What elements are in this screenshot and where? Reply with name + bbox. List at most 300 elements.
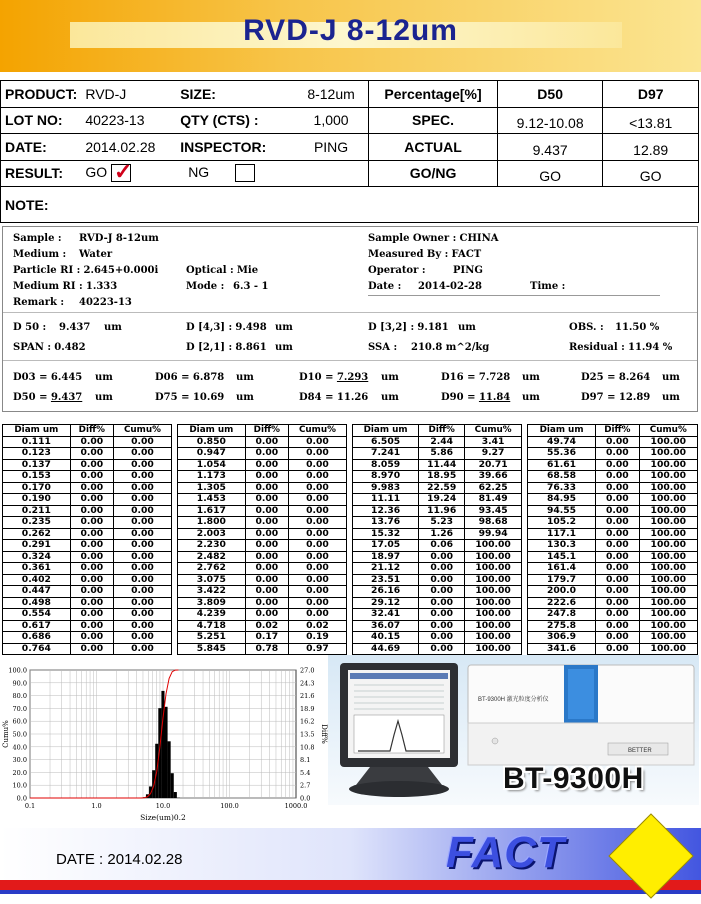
table-cell: 2.44 [419, 436, 465, 448]
obs-label: OBS. : [569, 322, 604, 333]
table-row [353, 597, 522, 609]
sample-value: RVD-J 8-12um [79, 233, 159, 244]
table-row [353, 586, 522, 598]
table-row [3, 505, 172, 517]
table-row [178, 563, 347, 575]
optical-label: Optical : [186, 265, 234, 276]
brand-label: BETTER [628, 748, 652, 754]
table-cell: 100.00 [639, 482, 697, 494]
table-row [353, 574, 522, 586]
table-cell: 0.947 [178, 448, 246, 460]
table-header: Cumu% [113, 425, 171, 437]
table-cell: 0.97 [288, 643, 346, 655]
table-row [353, 471, 522, 483]
table-cell: 0.00 [113, 563, 171, 575]
table-row [3, 436, 172, 448]
mode-label: Mode : [186, 281, 225, 292]
table-cell: 36.07 [353, 620, 419, 632]
table-cell: 117.1 [528, 528, 596, 540]
table-row [3, 494, 172, 506]
table-cell: 11.96 [419, 505, 465, 517]
x-tick-label: 1000.0 [284, 802, 308, 810]
table-cell: 100.00 [639, 505, 697, 517]
table-cell: 100.00 [465, 597, 522, 609]
table-row [353, 436, 522, 448]
table-cell: 0.00 [288, 517, 346, 529]
d21-value: 8.861 [235, 342, 267, 353]
table-cell: 0.00 [113, 643, 171, 655]
table-cell: 0.00 [419, 643, 465, 655]
remark-value: 40223-13 [79, 297, 132, 308]
table-row [353, 643, 522, 655]
table-cell: 0.190 [3, 494, 71, 506]
table-cell: 0.00 [113, 436, 171, 448]
table-cell: 55.36 [528, 448, 596, 460]
table-cell: 100.00 [639, 540, 697, 552]
table-cell: 0.00 [596, 563, 640, 575]
table-cell: 100.00 [639, 494, 697, 506]
table-cell: 0.00 [113, 471, 171, 483]
table-cell: 145.1 [528, 551, 596, 563]
table-cell: 161.4 [528, 563, 596, 575]
table-cell: 0.00 [70, 597, 113, 609]
y-tick-label: 0.0 [16, 794, 27, 803]
table-row [178, 586, 347, 598]
y-tick-label: 20.0 [12, 768, 27, 777]
diff-bar [164, 707, 167, 798]
table-cell: 0.00 [70, 632, 113, 644]
date-label: DATE: [1, 134, 82, 161]
table-cell: 100.00 [639, 436, 697, 448]
table-row [528, 459, 698, 471]
y2-tick-label: 10.8 [300, 743, 315, 752]
size-value: 8-12um [294, 81, 369, 108]
table-cell: 100.00 [639, 448, 697, 460]
footer-date: DATE : 2014.02.28 [56, 851, 183, 868]
d50-stat-value: 9.437 [59, 322, 91, 333]
table-cell: 100.00 [465, 574, 522, 586]
table-cell: 3.809 [178, 597, 246, 609]
table-cell: 0.00 [596, 586, 640, 598]
d97: D97 = 12.89 [581, 392, 651, 403]
table-row [353, 620, 522, 632]
gong-d97: GO [603, 160, 699, 187]
table-cell: 5.845 [178, 643, 246, 655]
y-tick-label: 30.0 [12, 756, 27, 765]
medium-value: Water [79, 249, 113, 260]
table-cell: 0.00 [245, 609, 288, 621]
analyzer-panel-label: BT-9300H 激光粒度分析仪 [478, 697, 549, 703]
table-header: Diam um [3, 425, 71, 437]
table-row [178, 620, 347, 632]
table-row [353, 517, 522, 529]
ng-checkbox[interactable] [235, 164, 255, 182]
operator-value: PING [453, 265, 483, 276]
y-tick-label: 70.0 [12, 704, 27, 713]
table-cell: 0.00 [113, 597, 171, 609]
table-row [3, 517, 172, 529]
residual-value: 11.94 % [628, 342, 673, 353]
table-row [353, 632, 522, 644]
table-cell: 8.970 [353, 471, 419, 483]
distribution-chart-svg [0, 660, 330, 830]
table-cell: 20.71 [465, 459, 522, 471]
table-row [178, 528, 347, 540]
table-cell: 100.00 [639, 459, 697, 471]
distribution-table-3 [352, 424, 522, 655]
y-tick-label: 10.0 [12, 781, 27, 790]
table-cell: 0.00 [70, 517, 113, 529]
table-cell: 76.33 [528, 482, 596, 494]
report-date-label: Date : [368, 281, 402, 292]
table-cell: 2.482 [178, 551, 246, 563]
d25: D25 = 8.264 [581, 372, 651, 383]
distribution-table-4 [527, 424, 698, 655]
table-cell: 100.00 [465, 551, 522, 563]
obs-value: 11.50 % [615, 322, 660, 333]
table-row [528, 436, 698, 448]
table-cell: 68.58 [528, 471, 596, 483]
table-cell: 0.00 [245, 563, 288, 575]
table-cell: 5.86 [419, 448, 465, 460]
d32-label: D [3,2] : [368, 322, 415, 333]
table-cell: 1.173 [178, 471, 246, 483]
table-cell: 11.11 [353, 494, 419, 506]
table-cell: 100.00 [465, 620, 522, 632]
table-row [528, 574, 698, 586]
table-cell: 306.9 [528, 632, 596, 644]
table-cell: 1.26 [419, 528, 465, 540]
table-cell: 0.78 [245, 643, 288, 655]
table-cell: 0.00 [419, 609, 465, 621]
table-cell: 1.305 [178, 482, 246, 494]
go-checkbox[interactable] [111, 159, 133, 185]
diff-bar [171, 773, 174, 798]
table-cell: 0.00 [245, 517, 288, 529]
table-cell: 5.23 [419, 517, 465, 529]
measured-label: Measured By : [368, 249, 449, 260]
ssa-label: SSA : [368, 342, 398, 353]
table-cell: 0.00 [288, 494, 346, 506]
table-cell: 0.00 [245, 574, 288, 586]
table-cell: 84.95 [528, 494, 596, 506]
mode-value: 6.3 - 1 [233, 281, 269, 292]
table-cell: 0.170 [3, 482, 71, 494]
note-label: NOTE: [1, 187, 699, 223]
table-row [353, 505, 522, 517]
table-cell: 179.7 [528, 574, 596, 586]
table-cell: 0.00 [70, 563, 113, 575]
table-cell: 105.2 [528, 517, 596, 529]
result-ng [176, 160, 294, 187]
x-tick-label: 10.0 [155, 802, 171, 810]
optical-value: Mie [236, 265, 259, 276]
distribution-table-1 [2, 424, 172, 655]
table-cell: 39.66 [465, 471, 522, 483]
y-tick-label: 40.0 [12, 743, 27, 752]
table-cell: 0.00 [596, 505, 640, 517]
table-cell: 0.291 [3, 540, 71, 552]
table-cell: 0.00 [596, 459, 640, 471]
table-cell: 99.94 [465, 528, 522, 540]
y-tick-label: 60.0 [12, 717, 27, 726]
table-cell: 275.8 [528, 620, 596, 632]
inspector-label: INSPECTOR: [176, 134, 294, 161]
table-cell: 0.402 [3, 574, 71, 586]
table-cell: 0.00 [596, 609, 640, 621]
table-cell: 2.762 [178, 563, 246, 575]
page-title: RVD-J 8-12um [243, 14, 458, 47]
table-cell: 0.00 [245, 482, 288, 494]
spec-d97: <13.81 [603, 107, 699, 134]
table-cell: 0.00 [245, 597, 288, 609]
particle-ri-value: 2.645+0.000i [83, 265, 159, 276]
span-label: SPAN : [13, 342, 52, 353]
table-cell: 0.111 [3, 436, 71, 448]
table-cell: 100.00 [639, 471, 697, 483]
table-row [528, 482, 698, 494]
table-cell: 1.800 [178, 517, 246, 529]
particle-ri-label: Particle RI : [13, 265, 81, 276]
table-cell: 18.97 [353, 551, 419, 563]
y-tick-label: 50.0 [12, 730, 27, 739]
table-cell: 0.00 [113, 517, 171, 529]
x-axis-label: Size(um)0.2 [140, 813, 186, 822]
table-cell: 1.617 [178, 505, 246, 517]
product-label: PRODUCT: [1, 81, 82, 108]
table-cell: 0.00 [245, 540, 288, 552]
table-row [528, 620, 698, 632]
check-mark-icon: ✓ [114, 159, 133, 185]
table-row [528, 609, 698, 621]
table-cell: 12.36 [353, 505, 419, 517]
table-row [178, 517, 347, 529]
table-cell: 4.718 [178, 620, 246, 632]
table-cell: 11.44 [419, 459, 465, 471]
result-go [81, 160, 176, 187]
table-row [178, 494, 347, 506]
table-cell: 0.00 [596, 597, 640, 609]
table-row [3, 632, 172, 644]
footer [0, 828, 701, 904]
table-cell: 0.00 [245, 528, 288, 540]
table-cell: 0.00 [596, 551, 640, 563]
table-row [178, 471, 347, 483]
ng-label: NG [188, 164, 210, 181]
table-cell: 2.230 [178, 540, 246, 552]
table-row [528, 551, 698, 563]
table-cell: 0.00 [113, 609, 171, 621]
monitor-icon [340, 663, 458, 797]
table-cell: 0.00 [288, 586, 346, 598]
table-row [528, 540, 698, 552]
measured-value: FACT [451, 249, 482, 260]
date-value: 2014.02.28 [81, 134, 176, 161]
table-cell: 100.00 [639, 597, 697, 609]
x-tick-label: 1.0 [91, 802, 102, 810]
table-cell: 15.32 [353, 528, 419, 540]
d43-label: D [4,3] : [186, 322, 233, 333]
table-cell: 0.00 [113, 459, 171, 471]
table-cell: 4.239 [178, 609, 246, 621]
table-cell: 0.00 [70, 482, 113, 494]
y-axis-label: Cumu% [2, 720, 10, 748]
table-cell: 0.00 [113, 586, 171, 598]
table-row [353, 563, 522, 575]
table-cell: 81.49 [465, 494, 522, 506]
table-cell: 0.00 [70, 471, 113, 483]
table-row [353, 448, 522, 460]
table-row [178, 632, 347, 644]
owner-label: Sample Owner : [368, 233, 457, 244]
table-row [178, 643, 347, 655]
medium-ri-label: Medium RI : [13, 281, 83, 292]
table-cell: 44.69 [353, 643, 419, 655]
y2-tick-label: 5.4 [300, 768, 311, 777]
table-cell: 0.00 [596, 643, 640, 655]
table-row [3, 620, 172, 632]
y2-tick-label: 18.9 [300, 704, 315, 713]
table-row [528, 517, 698, 529]
table-cell: 0.211 [3, 505, 71, 517]
table-row [3, 609, 172, 621]
table-cell: 0.00 [113, 448, 171, 460]
table-cell: 247.8 [528, 609, 596, 621]
table-cell: 100.00 [639, 517, 697, 529]
table-row [528, 528, 698, 540]
table-row [353, 482, 522, 494]
table-row [353, 528, 522, 540]
table-cell: 0.00 [596, 632, 640, 644]
d50b-value: 9.437 [50, 392, 83, 403]
table-cell: 0.00 [288, 540, 346, 552]
table-cell: 100.00 [639, 586, 697, 598]
table-cell: 0.554 [3, 609, 71, 621]
table-cell: 0.00 [288, 482, 346, 494]
actual-label: ACTUAL [369, 134, 498, 161]
size-label: SIZE: [176, 81, 294, 108]
y2-tick-label: 8.1 [300, 756, 311, 765]
table-row [3, 643, 172, 655]
result-label: RESULT: [1, 160, 82, 187]
table-cell: 0.00 [419, 597, 465, 609]
y2-tick-label: 2.7 [300, 781, 311, 790]
table-cell: 0.00 [70, 494, 113, 506]
table-row [353, 494, 522, 506]
y2-tick-label: 16.2 [300, 717, 315, 726]
table-cell: 61.61 [528, 459, 596, 471]
operator-label: Operator : [368, 265, 426, 276]
table-cell: 23.51 [353, 574, 419, 586]
table-row [528, 643, 698, 655]
diff-bar [168, 741, 171, 798]
y2-tick-label: 27.0 [300, 666, 315, 675]
actual-d50: 9.437 [497, 134, 602, 161]
table-header: Cumu% [288, 425, 346, 437]
table-row [178, 505, 347, 517]
table-cell: 13.76 [353, 517, 419, 529]
table-cell: 0.262 [3, 528, 71, 540]
table-row [3, 448, 172, 460]
table-header: Diff% [70, 425, 113, 437]
table-row [3, 540, 172, 552]
d21-label: D [2,1] : [186, 342, 233, 353]
table-header: Diam um [528, 425, 596, 437]
table-cell: 0.850 [178, 436, 246, 448]
table-cell: 0.00 [70, 459, 113, 471]
table-cell: 22.59 [419, 482, 465, 494]
table-cell: 0.00 [288, 563, 346, 575]
analysis-report: Sample : RVD-J 8-12um Medium : Water Particle RI : 2.645+0.000i Optical : Mie Medium RI : 1.333 Mode : 6.3 - 1 Remark : 40223-13 Sample Owner : CHINA Measured By : FACT Operator : PING Date : 2014-02-28 Time : D 50 : 9.437 um D [4,3] : 9.498 um D [3,2] : 9.181 um OBS. : 11.50 % SPAN : 0.482 D [2,1] : 8.861 um SSA : 210.8 m^2/kg Residual : 11.94 % D03 = 6.445 um D06 = 6.878 um D10 = 7.293 um D16 = 7.728 um D25 = 8.264 um D50 = 9.437 um D75 = 10.69 um D84 = 11.26 um D90 = 11.84 um D97 = 12.89 um [2, 226, 698, 412]
medium-ri-value: 1.333 [85, 281, 118, 292]
table-cell: 29.12 [353, 597, 419, 609]
table-cell: 0.00 [288, 609, 346, 621]
table-cell: 62.25 [465, 482, 522, 494]
distribution-table-2 [177, 424, 347, 655]
table-row [3, 528, 172, 540]
table-cell: 0.686 [3, 632, 71, 644]
table-cell: 0.00 [70, 643, 113, 655]
table-cell: 0.00 [419, 620, 465, 632]
gong-d50: GO [497, 160, 602, 187]
table-cell: 0.00 [70, 528, 113, 540]
d03: D03 = 6.445 [13, 372, 83, 383]
table-cell: 17.05 [353, 540, 419, 552]
table-cell: 100.00 [465, 609, 522, 621]
table-cell: 93.45 [465, 505, 522, 517]
x-tick-label: 0.1 [24, 802, 36, 810]
d97-label: D97 [603, 81, 699, 108]
ssa-value: 210.8 m^2/kg [411, 342, 490, 353]
table-cell: 3.41 [465, 436, 522, 448]
table-cell: 0.00 [288, 597, 346, 609]
table-cell: 0.00 [70, 551, 113, 563]
table-cell: 0.00 [113, 620, 171, 632]
table-row [528, 597, 698, 609]
table-cell: 0.00 [70, 609, 113, 621]
lot-label: LOT NO: [1, 107, 82, 134]
product-info-table [0, 80, 699, 223]
y2-tick-label: 24.3 [300, 679, 315, 688]
table-cell: 0.17 [245, 632, 288, 644]
lot-value: 40223-13 [81, 107, 176, 134]
table-cell: 0.235 [3, 517, 71, 529]
table-row [178, 459, 347, 471]
table-cell: 26.16 [353, 586, 419, 598]
table-cell: 100.00 [465, 540, 522, 552]
d10-value: 7.293 [336, 372, 369, 383]
diff-bar [174, 792, 177, 798]
table-cell: 0.447 [3, 586, 71, 598]
table-cell: 1.054 [178, 459, 246, 471]
table-cell: 0.00 [113, 551, 171, 563]
table-header: Diam um [353, 425, 419, 437]
table-cell: 3.422 [178, 586, 246, 598]
table-cell: 0.00 [419, 632, 465, 644]
table-cell: 100.00 [639, 609, 697, 621]
table-cell: 0.00 [70, 448, 113, 460]
percentage-label: Percentage[%] [369, 81, 498, 108]
x-tick-label: 100.0 [220, 802, 239, 810]
d32-value: 9.181 [417, 322, 449, 333]
table-row [353, 459, 522, 471]
table-cell: 0.06 [419, 540, 465, 552]
table-row [353, 540, 522, 552]
table-row [178, 482, 347, 494]
table-cell: 94.55 [528, 505, 596, 517]
table-cell: 0.00 [245, 448, 288, 460]
table-cell: 0.00 [70, 620, 113, 632]
